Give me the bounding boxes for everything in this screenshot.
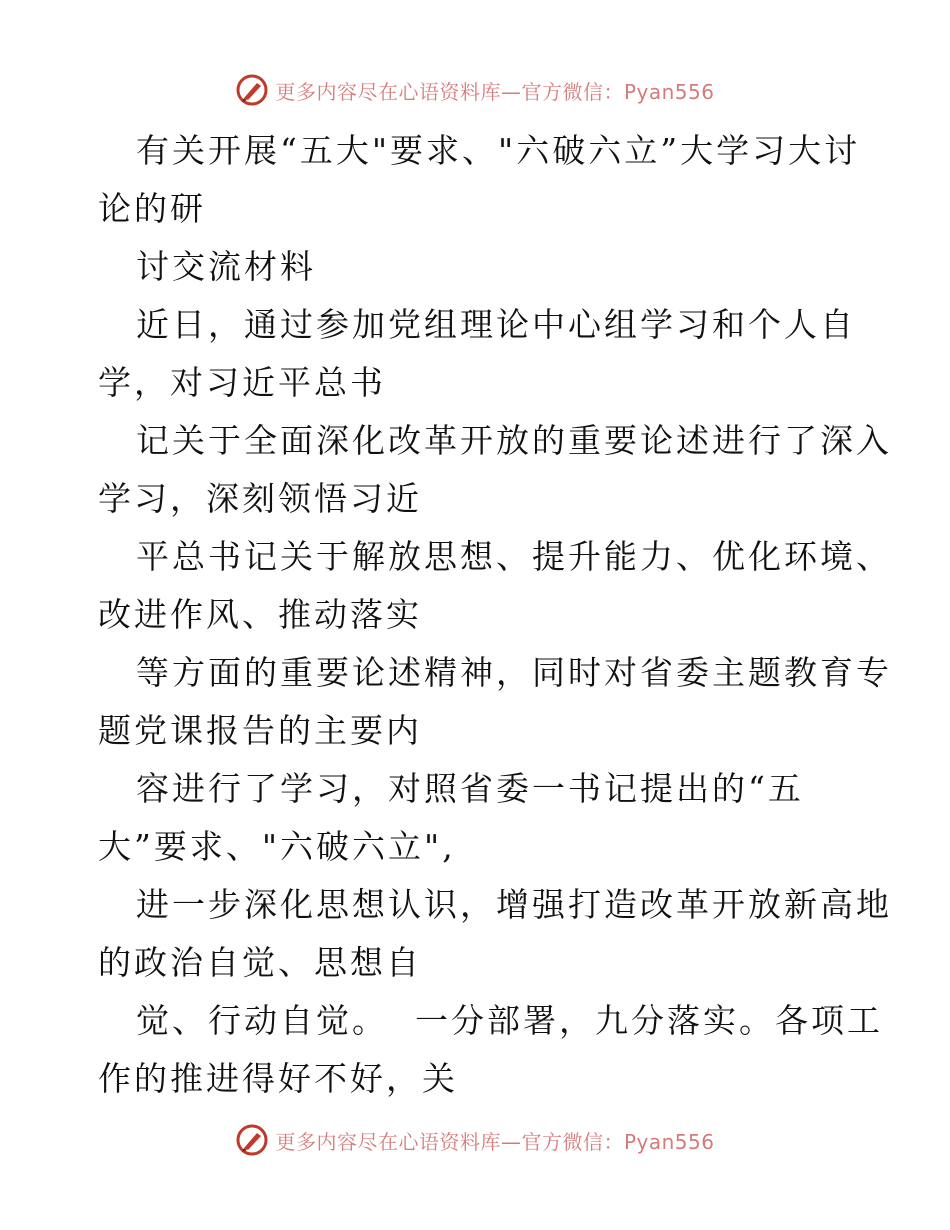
text-line: 的政治自觉、思想自: [98, 943, 422, 982]
text-line: 进一步深化思想认识，增强打造改革开放新高地: [136, 885, 892, 924]
text-line: 作的推进得好不好，关: [98, 1059, 458, 1098]
text-line: 题党课报告的主要内: [98, 711, 422, 750]
text-line: 记关于全面深化改革开放的重要论述进行了深入: [136, 421, 892, 460]
text-line: 改进作风、推动落实: [98, 595, 422, 634]
text-line: 平总书记关于解放思想、提升能力、优化环境、: [136, 537, 892, 576]
text-line: 等方面的重要论述精神，同时对省委主题教育专: [136, 653, 892, 692]
text-line: 讨交流材料: [136, 247, 316, 286]
pen-logo-icon: [235, 73, 269, 107]
page-footer-watermark: [0, 1120, 950, 1160]
text-line: 有关开展“五大"要求、"六破六立”大学习大讨: [136, 131, 861, 170]
text-line: 学，对习近平总书: [98, 363, 386, 402]
pen-logo-icon: [235, 1123, 269, 1157]
page-header-watermark: [0, 70, 950, 110]
text-line: 论的研: [98, 189, 206, 228]
header-watermark-text: 更多内容尽在心语资料库—官方微信：Pyan556: [275, 79, 715, 104]
text-line: 容进行了学习，对照省委一书记提出的“五: [136, 769, 804, 808]
text-line: 大”要求、"六破六立",: [98, 827, 456, 866]
text-line: 近日，通过参加党组理论中心组学习和个人自: [136, 305, 856, 344]
footer-watermark-text: 更多内容尽在心语资料库—官方微信：Pyan556: [275, 1129, 715, 1154]
document-body: [98, 122, 892, 1108]
text-line: 觉、行动自觉。 一分部署，九分落实。各项工: [136, 1001, 883, 1040]
text-line: 学习，深刻领悟习近: [98, 479, 422, 518]
